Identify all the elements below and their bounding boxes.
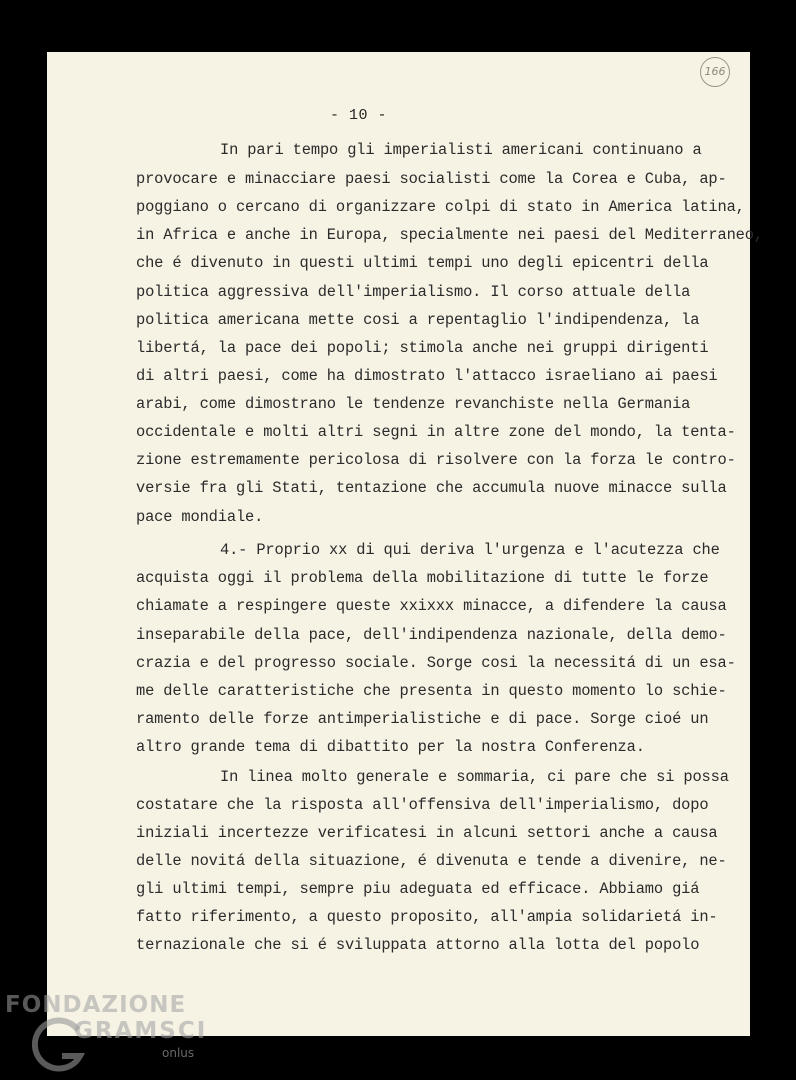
text-line-20: me delle caratteristiche che presenta in questo momento lo schie- bbox=[136, 682, 727, 700]
text-line-19: crazia e del progresso sociale. Sorge cosi la necessitá di un esa- bbox=[136, 654, 736, 672]
watermark-title: FONDAZIONE bbox=[5, 992, 187, 1018]
text-line-29: ternazionale che si é sviluppata attorno alla lotta del popolo bbox=[136, 936, 700, 954]
text-line-4: in Africa e anche in Europa, specialmente nei paesi del Mediterraneo, bbox=[136, 226, 763, 244]
text-line-8: libertá, la pace dei popoli; stimola anche nei gruppi dirigenti bbox=[136, 339, 709, 357]
text-line-27: gli ultimi tempi, sempre piu adeguata ed efficace. Abbiamo giá bbox=[136, 880, 700, 898]
text-line-14: pace mondiale. bbox=[136, 508, 264, 526]
text-line-13: versie fra gli Stati, tentazione che accumula nuove minacce sulla bbox=[136, 479, 727, 497]
text-line-11: occidentale e molti altri segni in altre zone del mondo, la tenta- bbox=[136, 423, 736, 441]
text-line-21: ramento delle forze antimperialistiche e di pace. Sorge cioé un bbox=[136, 710, 709, 728]
page-number: - 10 - bbox=[330, 107, 388, 124]
text-line-16: acquista oggi il problema della mobilitazione di tutte le forze bbox=[136, 569, 709, 587]
folio-stamp: 166 bbox=[700, 57, 730, 87]
text-line-28: fatto riferimento, a questo proposito, all'ampia solidarietá in- bbox=[136, 908, 718, 926]
text-line-22: altro grande tema di dibattito per la nostra Conferenza. bbox=[136, 738, 645, 756]
text-line-7: politica americana mette cosi a repentaglio l'indipendenza, la bbox=[136, 311, 700, 329]
text-line-17: chiamate a respingere queste xxixxx minacce, a difendere la causa bbox=[136, 597, 727, 615]
text-line-6: politica aggressiva dell'imperialismo. Il corso attuale della bbox=[136, 283, 691, 301]
text-line-12: zione estremamente pericolosa di risolvere con la forza le contro- bbox=[136, 451, 736, 469]
text-line-1: In pari tempo gli imperialisti americani continuano a bbox=[220, 141, 702, 159]
text-line-24: costatare che la risposta all'offensiva dell'imperialismo, dopo bbox=[136, 796, 709, 814]
text-line-26: delle novitá della situazione, é divenuta e tende a divenire, ne- bbox=[136, 852, 727, 870]
text-line-9: di altri paesi, come ha dimostrato l'attacco israeliano ai paesi bbox=[136, 367, 718, 385]
text-line-10: arabi, come dimostrano le tendenze revanchiste nella Germania bbox=[136, 395, 691, 413]
text-line-15: 4.- Proprio xx di qui deriva l'urgenza e l'acutezza che bbox=[220, 541, 720, 559]
text-line-18: inseparabile della pace, dell'indipendenza nazionale, della demo- bbox=[136, 626, 727, 644]
text-line-3: poggiano o cercano di organizzare colpi di stato in America latina, bbox=[136, 198, 745, 216]
text-line-23: In linea molto generale e sommaria, ci pare che si possa bbox=[220, 768, 729, 786]
text-line-25: iniziali incertezze verificatesi in alcuni settori anche a causa bbox=[136, 824, 718, 842]
watermark-logo bbox=[0, 988, 210, 1080]
text-line-5: che é divenuto in questi ultimi tempi uno degli epicentri della bbox=[136, 254, 709, 272]
watermark-onlus: onlus bbox=[162, 1046, 195, 1060]
watermark-subtitle: GRAMSCI bbox=[74, 1018, 208, 1044]
text-line-2: provocare e minacciare paesi socialisti come la Corea e Cuba, ap- bbox=[136, 170, 727, 188]
